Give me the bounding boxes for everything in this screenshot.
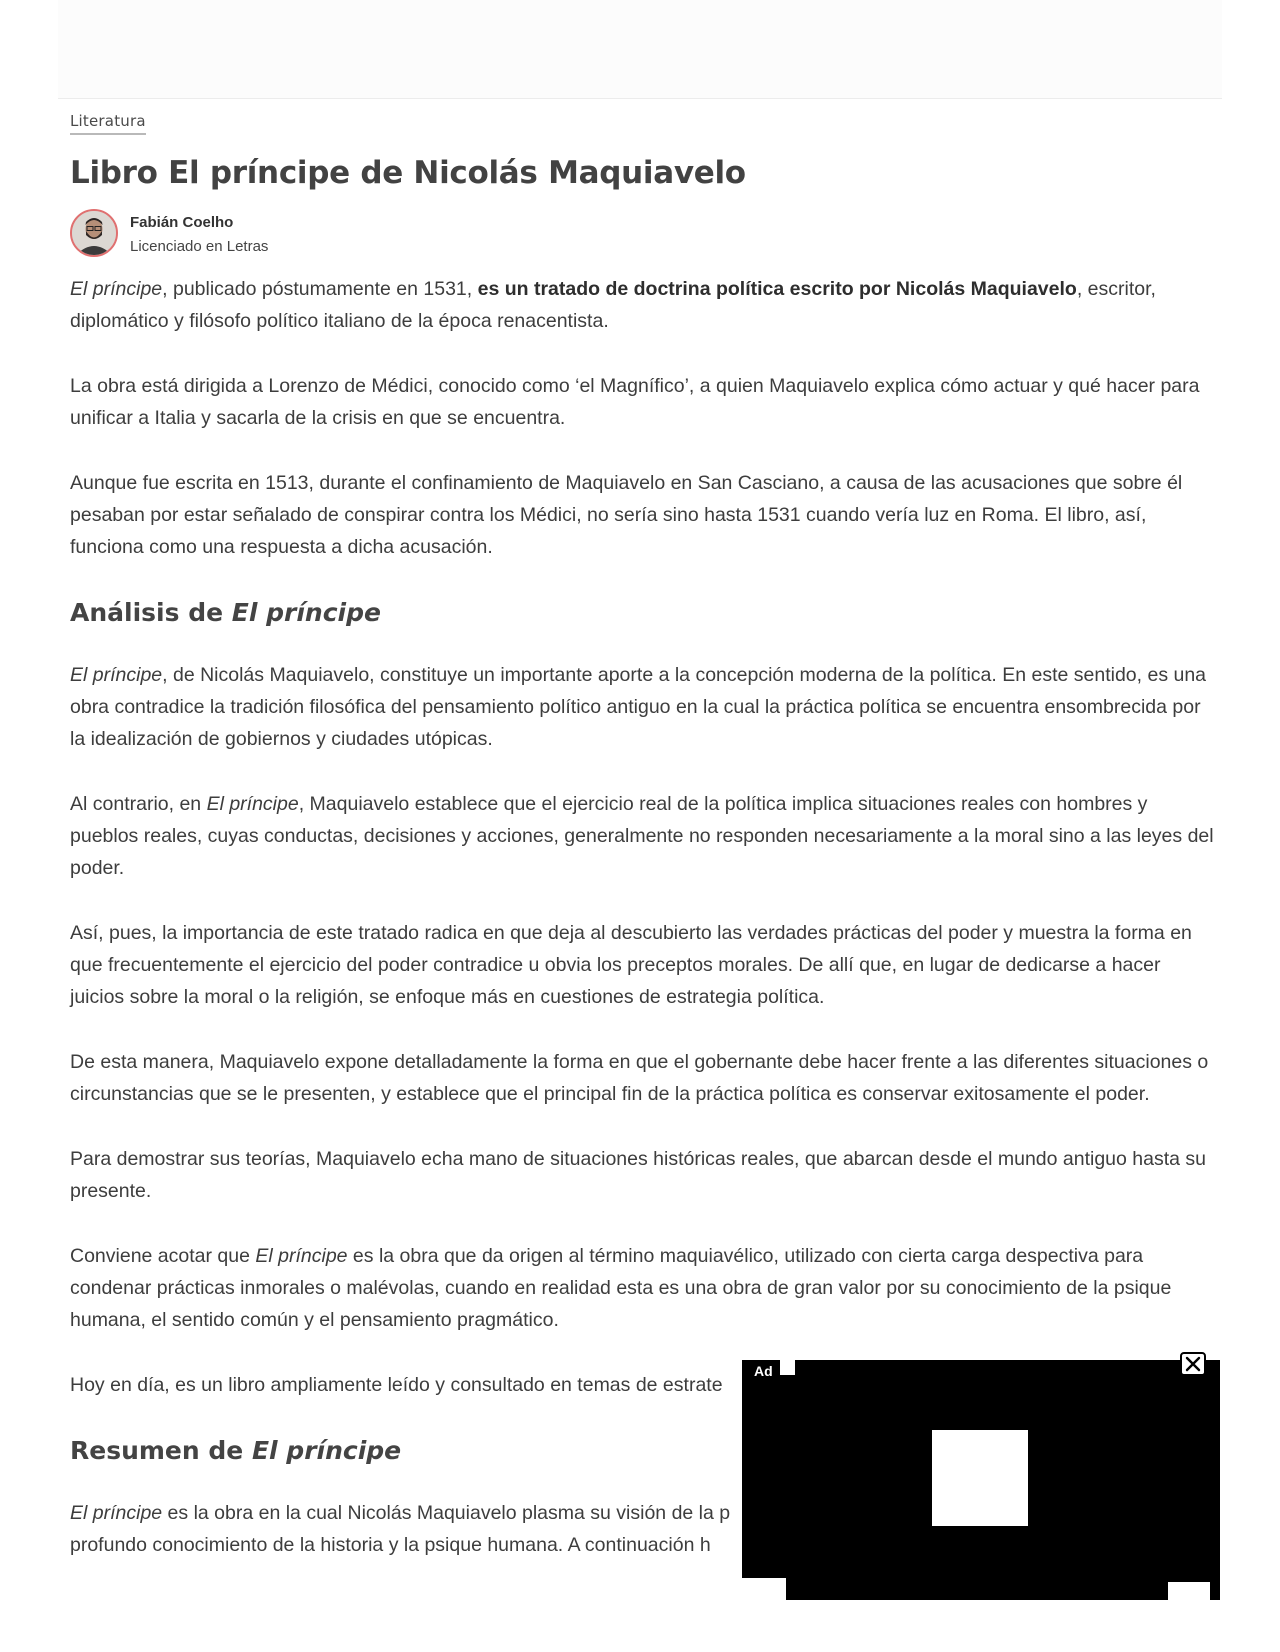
paragraph xyxy=(70,1240,1220,1336)
article xyxy=(70,112,1220,1561)
close-icon xyxy=(1185,1356,1201,1372)
author-name[interactable]: Fabián Coelho xyxy=(130,214,234,231)
paragraph-text: , Maquiavelo establece que el ejercicio real de la política implica situaciones reales con hombres y pueblos reales, cuyas conductas, decisiones y acciones, generalmente no responden necesariamente a la moral sino a las leyes del poder. xyxy=(70,793,1214,879)
paragraph xyxy=(70,788,1220,884)
author-block xyxy=(70,209,1220,259)
ad-info-icon[interactable] xyxy=(780,1360,795,1375)
paragraph-text: profundo conocimiento de la historia y la psique humana. A continuación h xyxy=(70,1534,711,1556)
paragraph xyxy=(70,273,1220,337)
book-title: El príncipe xyxy=(231,598,381,627)
paragraph-text: Al contrario, en xyxy=(70,793,207,815)
ad-corner-placeholder xyxy=(742,1578,786,1600)
heading-text: Resumen de xyxy=(70,1436,252,1465)
paragraph: La obra está dirigida a Lorenzo de Médici, conocido como ‘el Magnífico’, a quien Maquiavelo explica cómo actuar y qué hacer para unificar a Italia y sacarla de la crisis en que se encuentra. xyxy=(70,375,1200,429)
book-title: El príncipe xyxy=(70,664,163,686)
paragraph-text: es la obra que da origen al término maquiavélico, utilizado con cierta carga despectiva para condenar prácticas inmorales o malévolas, cuando en realidad esta es una obra de gran valor por su conocimiento de la psique humana, el sentido común y el pensamiento pragmático. xyxy=(70,1245,1172,1331)
ad-label: Ad xyxy=(754,1363,773,1379)
category-link[interactable]: Literatura xyxy=(70,112,146,135)
avatar[interactable] xyxy=(70,209,118,257)
paragraph-text: , escritor, diplomático y filósofo político italiano de la época renacentista. xyxy=(70,278,1156,332)
paragraph: Así, pues, la importancia de este tratado radica en que deja al descubierto las verdades prácticas del poder y muestra la forma en que frecuentemente el ejercicio del poder contradice u obvia los preceptos morales. De allí que, en lugar de dedicarse a hacer juicios sobre la moral o la religión, se enfoque más en cuestiones de estrategia política. xyxy=(70,922,1192,1008)
paragraph-emphasis: es un tratado de doctrina política escrito por Nicolás Maquiavelo xyxy=(477,278,1077,300)
paragraph xyxy=(70,659,1220,755)
book-title: El príncipe xyxy=(206,793,299,815)
author-photo-icon xyxy=(72,211,116,255)
video-ad-overlay[interactable] xyxy=(742,1360,1220,1600)
paragraph-text: es la obra en la cual Nicolás Maquiavelo plasma su visión de la p xyxy=(162,1502,731,1524)
paragraph: Para demostrar sus teorías, Maquiavelo echa mano de situaciones históricas reales, que abarcan desde el mundo antiguo hasta su presente. xyxy=(70,1148,1206,1202)
paragraph-text: , de Nicolás Maquiavelo, constituye un importante aporte a la concepción moderna de la política. En este sentido, es una obra contradice la tradición filosófica del pensamiento político antiguo en la cual la práctica política se encuentra ensombrecida por la idealización de gobiernos y ciudades utópicas. xyxy=(70,664,1207,750)
ad-play-placeholder[interactable] xyxy=(932,1430,1028,1526)
ad-corner-placeholder xyxy=(1168,1582,1210,1600)
book-title: El príncipe xyxy=(255,1245,348,1267)
paragraph-text: Conviene acotar que xyxy=(70,1245,256,1267)
section-heading-analysis xyxy=(70,597,1220,629)
author-role: Licenciado en Letras xyxy=(130,238,269,255)
top-ad-banner xyxy=(58,0,1222,99)
heading-text: Análisis de xyxy=(70,598,232,627)
paragraph-text: , publicado póstumamente en 1531, xyxy=(162,278,478,300)
paragraph: Hoy en día, es un libro ampliamente leído y consultado en temas de estrate xyxy=(70,1374,723,1396)
book-title: El príncipe xyxy=(70,278,163,300)
paragraph: Aunque fue escrita en 1513, durante el confinamiento de Maquiavelo en San Casciano, a causa de las acusaciones que sobre él pesaban por estar señalado de conspirar contra los Médici, no sería sino hasta 1531 cuando vería luz en Roma. El libro, así, funciona como una respuesta a dicha acusación. xyxy=(70,472,1183,558)
page-title: Libro El príncipe de Nicolás Maquiavelo xyxy=(70,155,746,191)
book-title: El príncipe xyxy=(70,1502,163,1524)
book-title: El príncipe xyxy=(251,1436,402,1465)
paragraph: De esta manera, Maquiavelo expone detalladamente la forma en que el gobernante debe hacer frente a las diferentes situaciones o circunstancias que se le presenten, y establece que el principal fin de la práctica política es conservar exitosamente el poder. xyxy=(70,1051,1209,1105)
ad-close-button[interactable] xyxy=(1180,1352,1206,1376)
